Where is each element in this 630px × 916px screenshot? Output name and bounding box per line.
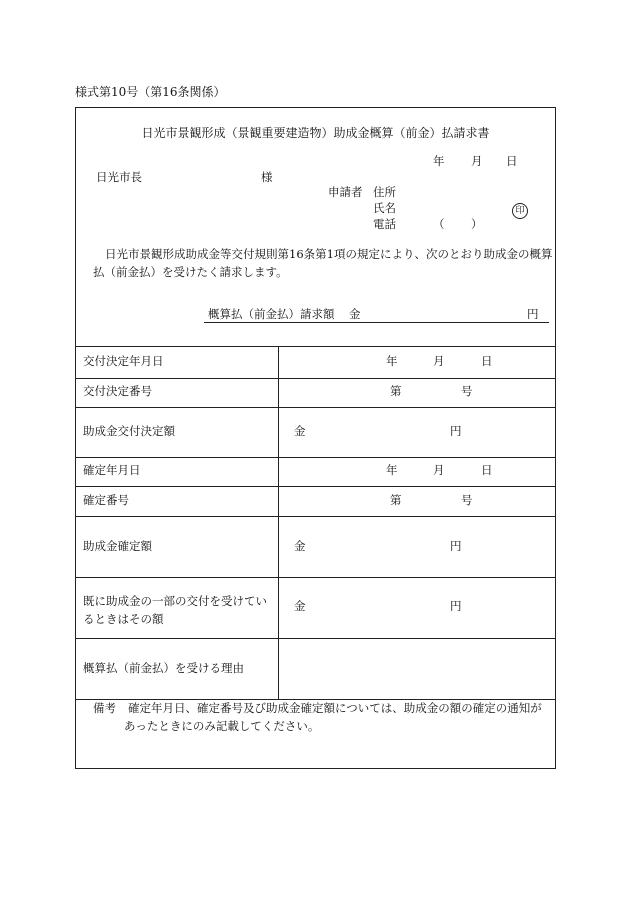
request-form [75, 107, 556, 769]
already-received-amount-kin[interactable]: 金 [294, 599, 306, 613]
table-top-border [76, 346, 555, 347]
row-label-confirmation-number: 確定番号 [83, 493, 129, 507]
confirmed-amount-kin[interactable]: 金 [294, 539, 306, 553]
confirmation-day[interactable]: 日 [481, 463, 493, 477]
addressee-name: 日光市長 [96, 170, 142, 184]
grant-decision-number-dai[interactable]: 第 [390, 384, 402, 398]
grant-decision-amount-yen: 円 [450, 424, 462, 438]
row-label-confirmation-date: 確定年月日 [83, 463, 141, 477]
request-amount-kin[interactable]: 金 [349, 307, 361, 321]
row-label-already-received-amount: 既に助成金の一部の交付を受けているときはその額 [83, 594, 267, 626]
row-divider [76, 577, 555, 578]
row-label-grant-decision-amount: 助成金交付決定額 [83, 424, 175, 438]
applicant-label: 申請者 [328, 185, 363, 199]
grant-decision-year[interactable]: 年 [386, 354, 398, 368]
row-label-grant-decision-number: 交付決定番号 [83, 384, 152, 398]
advance-payment-reason-field[interactable] [280, 639, 554, 698]
phone-paren-open: （ [433, 217, 445, 231]
date-month-label[interactable]: 月 [471, 154, 483, 168]
row-divider [76, 407, 555, 408]
grant-decision-day[interactable]: 日 [481, 354, 493, 368]
confirmation-number-go: 号 [461, 493, 473, 507]
column-divider [278, 346, 279, 699]
row-label-confirmed-amount: 助成金確定額 [83, 539, 152, 553]
remarks-line-2: あったときにのみ記載してください。 [124, 719, 320, 733]
seal-mark: 印 [512, 203, 528, 219]
confirmation-number-dai[interactable]: 第 [390, 493, 402, 507]
row-divider [76, 516, 555, 517]
confirmed-amount-yen: 円 [450, 539, 462, 553]
applicant-name-label[interactable]: 氏名 [373, 201, 396, 215]
row-label-grant-decision-date: 交付決定年月日 [83, 354, 164, 368]
request-amount-label: 概算払（前金払）請求額 [208, 307, 335, 321]
phone-paren-close: ） [471, 217, 483, 231]
applicant-phone-label[interactable]: 電話 [373, 217, 396, 231]
already-received-amount-yen: 円 [450, 599, 462, 613]
applicant-address-label[interactable]: 住所 [373, 185, 396, 199]
confirmation-month[interactable]: 月 [433, 463, 445, 477]
request-amount-yen: 円 [527, 307, 539, 321]
remarks-note [93, 699, 555, 735]
remarks-head: 備考 [93, 701, 116, 715]
request-statement: 日光市景観形成助成金等交付規則第16条第1項の規定により、次のとおり助成金の概算払（前金払）を受けたく請求します。 [93, 247, 553, 279]
grant-decision-number-go: 号 [461, 384, 473, 398]
form-title: 日光市景観形成（景観重要建造物）助成金概算（前金）払請求書 [141, 126, 490, 140]
date-day-label[interactable]: 日 [506, 154, 518, 168]
grant-decision-month[interactable]: 月 [433, 354, 445, 368]
row-label-advance-payment-reason: 概算払（前金払）を受ける理由 [83, 661, 244, 675]
form-number: 様式第10号（第16条関係） [75, 85, 226, 99]
remarks-line-1: 確定年月日、確定番号及び助成金確定額については、助成金の額の確定の通知が [128, 701, 542, 715]
date-year-label[interactable]: 年 [433, 154, 445, 168]
grant-decision-amount-kin[interactable]: 金 [294, 424, 306, 438]
row-divider [76, 457, 555, 458]
row-divider [76, 378, 555, 379]
confirmation-year[interactable]: 年 [386, 463, 398, 477]
request-amount-underline [204, 322, 549, 323]
addressee-honorific: 様 [261, 170, 273, 184]
row-divider [76, 486, 555, 487]
